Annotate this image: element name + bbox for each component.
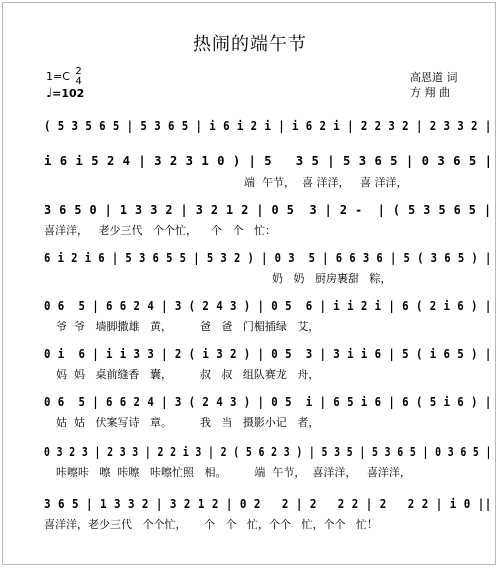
lyric-text: 姑 姑 伏案写诗 章。 我 当 摄影小记 者， bbox=[56, 416, 320, 429]
lyric-text: 奶 奶 厨房裹甜 粽， bbox=[272, 272, 392, 285]
notation: ( 5 3 5 6 5 | 5 3 6 5 | i 6 i 2 i | i 6 2 i | 2 2 3 2 | 2 3 3 2 | bbox=[44, 118, 492, 133]
tempo-value: =102 bbox=[52, 87, 85, 100]
key-signature bbox=[46, 67, 82, 87]
notation: 0 3 2 3 | 2 3 3 | 2 2 i 3 | 2 ( 5 6 2 3 ) | 5 3 5 | 5 3 6 5 | 0 3 6 5 | bbox=[44, 444, 492, 459]
lyric-text: 喜洋洋， 老少三代 个个忙， 个 个 忙： bbox=[44, 224, 276, 237]
time-bottom: 4 bbox=[75, 76, 82, 87]
lyric-text: 爷 爷 墙脚撒雄 黄， 爸 爸 门楣插绿 艾， bbox=[56, 320, 320, 333]
lyric-text: 端 午节， 喜 洋洋， 喜 洋洋， bbox=[244, 176, 408, 189]
time-signature bbox=[75, 67, 81, 87]
lyricist: 高恩道 词 bbox=[410, 71, 458, 84]
tempo-marking bbox=[46, 86, 84, 101]
notation: 3 6 5 | 1 3 3 2 | 3 2 1 2 | 0 2 2 | 2 2 2 | 2 2 2 | i 0 || bbox=[44, 496, 492, 511]
quarter-note-icon: ♩ bbox=[46, 86, 53, 101]
lyric-text: 妈 妈 桌前缝香 囊， 叔 叔 组队赛龙 舟， bbox=[56, 368, 320, 381]
notation: 0 6 5 | 6 6 2 4 | 3 ( 2 4 3 ) | 0 5 6 | i i 2 i | 6 ( 2 i 6 ) | bbox=[44, 298, 492, 313]
notation: i 6 i 5 2 4 | 3 2 3 1 0 ) | 5 3 5 | 5 3 6 5 | 0 3 6 5 | bbox=[44, 153, 493, 168]
lyric-text: 咔嚓咔 嚓 咔嚓 咔嚓忙照 相。 端 午节， 喜洋洋， 喜洋洋， bbox=[56, 466, 411, 479]
notation: 0 i 6 | i i 3 3 | 2 ( i 3 2 ) | 0 5 3 | 3 i i 6 | 5 ( i 6 5 ) | bbox=[44, 346, 492, 361]
notation: 3 6 5 0 | 1 3 3 2 | 3 2 1 2 | 0 5 3 | 2 - | ( 5 3 5 6 5 | bbox=[44, 202, 492, 217]
song-title: 热闹的端午节 bbox=[193, 34, 307, 55]
notation: 6 i 2 i 6 | 5 3 6 5 5 | 5 3 2 ) | 0 3 5 | 6 6 3 6 | 5 ( 3 6 5 ) | bbox=[44, 250, 492, 265]
key-label: 1=C bbox=[46, 70, 70, 83]
credits bbox=[410, 70, 458, 100]
lyric-text: 喜洋洋，老少三代 个个忙， 个 个 忙，个个 忙，个个 忙！ bbox=[44, 518, 378, 531]
notation: 0 6 5 | 6 6 2 4 | 3 ( 2 4 3 ) | 0 5 i | 6 5 i 6 | 6 ( 5 i 6 ) | bbox=[44, 394, 492, 409]
time-top: 2 bbox=[75, 66, 82, 77]
composer: 方 翔 曲 bbox=[410, 86, 450, 99]
